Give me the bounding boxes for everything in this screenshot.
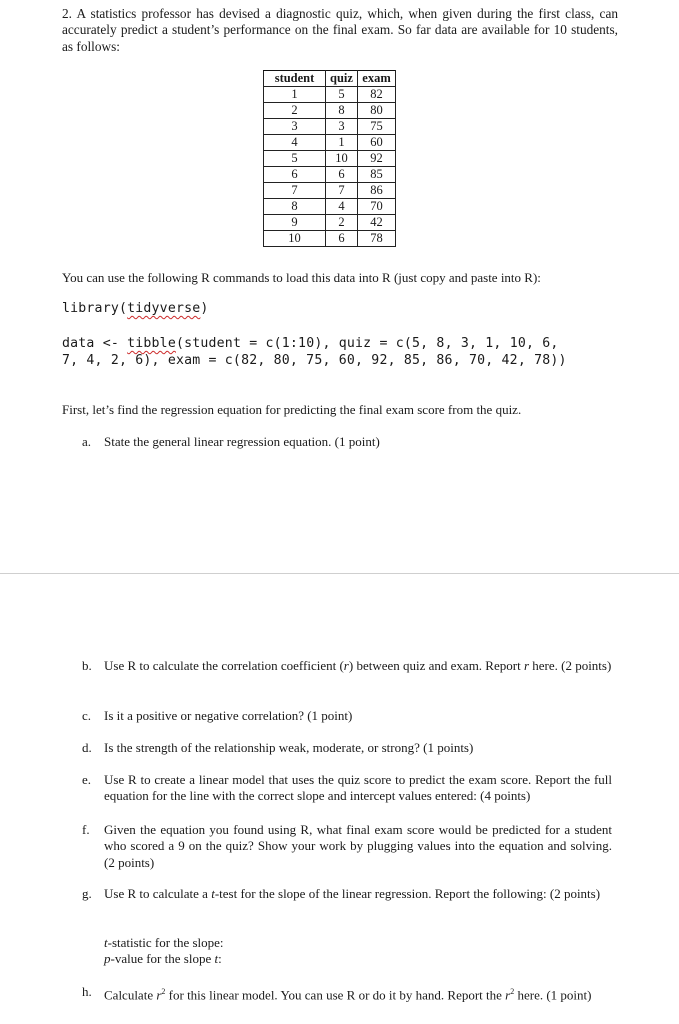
var: t [104,935,108,950]
q-text: here. (2 points) [529,658,612,673]
cell: 85 [358,167,396,183]
cell: 2 [264,103,326,119]
var: p [104,951,111,966]
question-d: Is the strength of the relationship weak, moderate, or strong? (1 points) [104,740,474,755]
question-h [104,984,612,1004]
section-lead: First, let’s find the regression equation for predicting the final exam score from the quiz. [62,402,522,417]
cell: 10 [326,151,358,167]
cell: 4 [326,199,358,215]
cell: 5 [264,151,326,167]
cell: 42 [358,215,396,231]
q-text: : [218,951,222,966]
q-text: -statistic for the slope: [107,935,224,950]
q-text: for this linear model. You can use R or do it by hand. Report the [165,987,506,1003]
superscript: 2 [510,987,515,996]
cell: 78 [358,231,396,247]
cell: 3 [264,119,326,135]
question-e: Use R to create a linear model that uses the quiz score to predict the exam score. Report the full equation for the line with the correct slope and intercept values entered: (4 points) [104,772,612,804]
superscript: 2 [161,987,166,996]
cell: 7 [264,183,326,199]
table-row [264,135,396,151]
q-text: Use R to calculate a [104,886,212,901]
question-g-label: g. [82,886,92,901]
q-text: Calculate [104,987,157,1003]
spellcheck-underline: tibble [127,336,176,351]
code-text: data <- [62,336,128,351]
cell: 86 [358,183,396,199]
cell: 60 [358,135,396,151]
code-line-library [62,301,209,316]
cell: 8 [264,199,326,215]
cell: 9 [264,215,326,231]
question-b-label: b. [82,658,92,673]
r-instructions: You can use the following R commands to load this data into R (just copy and paste into R): [62,270,541,285]
p-value-line [104,951,222,967]
table-row [264,103,396,119]
question-d-label: d. [82,740,92,755]
code-block-data [62,335,567,369]
cell: 80 [358,103,396,119]
header-exam: exam [358,71,396,87]
var: r [156,987,162,1003]
var: r [505,987,511,1003]
var: t [211,886,215,901]
code-text: library( [62,301,128,316]
cell: 75 [358,119,396,135]
cell: 2 [326,215,358,231]
table-row [264,167,396,183]
table-row [264,215,396,231]
cell: 4 [264,135,326,151]
table-row [264,183,396,199]
code-text: 7, 4, 2, 6), exam = c(82, 80, 75, 60, 92, 85, 86, 70, 42, 78)) [62,353,567,368]
var: r [523,658,529,673]
cell: 10 [264,231,326,247]
question-a-label: a. [82,434,92,449]
q-text: Use R to calculate the correlation coefficient ( [104,658,344,673]
q-text: here. (1 point) [514,987,592,1003]
table-row [264,119,396,135]
problem-intro: 2. A statistics professor has devised a diagnostic quiz, which, when given during the first class, can accurately predict a student’s performance on the final exam. So far data are available for 10 students, as follows: [62,6,618,54]
q-text: -test for the slope of the linear regression. Report the following: (2 points) [214,886,601,901]
var: r [343,658,349,673]
cell: 8 [326,103,358,119]
cell: 6 [326,167,358,183]
question-e-label: e. [82,772,92,787]
question-c-label: c. [82,708,92,723]
cell: 5 [326,87,358,103]
data-table [263,70,396,247]
cell: 3 [326,119,358,135]
cell: 82 [358,87,396,103]
table-row [264,199,396,215]
question-g [104,886,612,902]
cell: 6 [264,167,326,183]
header-student: student [264,71,326,87]
t-statistic-line [104,935,224,951]
table-row [264,231,396,247]
q-text: -value for the slope [110,951,215,966]
q-text: ) between quiz and exam. Report [348,658,524,673]
cell: 1 [326,135,358,151]
table-row [264,151,396,167]
table-header-row [264,71,396,87]
code-text: ) [200,301,209,316]
question-h-label: h. [82,984,92,999]
table-row [264,87,396,103]
question-c: Is it a positive or negative correlation? (1 point) [104,708,353,723]
page-separator [0,573,679,574]
spellcheck-underline: tidyverse [127,301,201,316]
code-text: (student = c(1:10), quiz = c(5, 8, 3, 1, 10, 6, [175,336,559,351]
cell: 7 [326,183,358,199]
question-f: Given the equation you found using R, what final exam score would be predicted for a student who scored a 9 on the quiz? Show your work by plugging values into the equation and solving. (2 points) [104,822,612,870]
cell: 70 [358,199,396,215]
question-f-label: f. [82,822,90,837]
question-a: State the general linear regression equation. (1 point) [104,434,380,449]
cell: 1 [264,87,326,103]
question-b [104,658,612,674]
var: t [214,951,219,966]
header-quiz: quiz [326,71,358,87]
cell: 6 [326,231,358,247]
cell: 92 [358,151,396,167]
